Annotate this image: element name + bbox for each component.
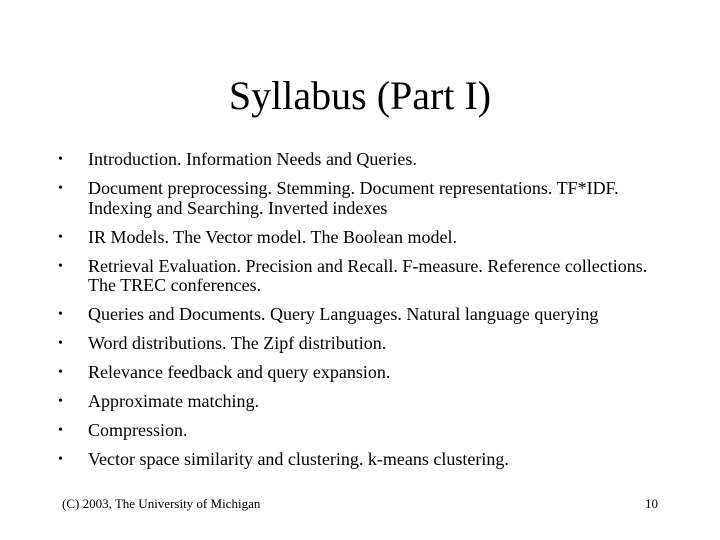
syllabus-bullet-list — [58, 150, 678, 479]
bullet-item-word-distributions — [58, 334, 678, 354]
bullet-icon: • — [58, 423, 63, 438]
footer-copyright: (C) 2003, The University of Michigan — [62, 496, 261, 511]
bullet-item-introduction — [58, 150, 678, 170]
bullet-item-ir-models — [58, 228, 678, 248]
bullet-icon: • — [58, 394, 63, 409]
bullet-icon: • — [58, 258, 63, 274]
bullet-icon: • — [58, 229, 63, 245]
bullet-icon: • — [58, 181, 63, 196]
bullet-icon: • — [58, 452, 63, 467]
bullet-text: Compression. — [88, 420, 188, 440]
bullet-text: Document preprocessing. Stemming. Document representations. TF*IDF. Indexing and Searching. Inverted indexes — [88, 178, 619, 218]
bullet-item-queries-and-documents — [58, 305, 678, 325]
bullet-text: IR Models. The Vector model. The Boolean model. — [88, 226, 457, 247]
bullet-text: Relevance feedback and query expansion. — [88, 362, 391, 382]
bullet-text: Queries and Documents. Query Languages. Natural language querying — [88, 304, 599, 324]
bullet-icon: • — [58, 365, 63, 380]
bullet-item-retrieval-evaluation — [58, 257, 678, 296]
bullet-item-document-preprocessing — [58, 179, 678, 218]
bullet-text: Vector space similarity and clustering. k-means clustering. — [88, 449, 509, 469]
bullet-text: Word distributions. The Zipf distribution. — [88, 333, 387, 353]
bullet-text: Approximate matching. — [88, 391, 259, 411]
bullet-text: Retrieval Evaluation. Precision and Recall. F-measure. Reference collections. The TREC conferences. — [88, 255, 648, 295]
bullet-item-approximate-matching — [58, 392, 678, 412]
bullet-item-vector-space-clustering — [58, 450, 678, 470]
bullet-icon: • — [58, 336, 63, 351]
bullet-icon: • — [58, 307, 63, 322]
slide-title: Syllabus (Part I) — [228, 73, 492, 118]
bullet-icon: • — [58, 152, 63, 167]
bullet-text: Introduction. Information Needs and Queries. — [88, 149, 417, 169]
bullet-item-relevance-feedback — [58, 363, 678, 383]
footer-page-number: 10 — [645, 496, 658, 511]
bullet-item-compression — [58, 421, 678, 441]
